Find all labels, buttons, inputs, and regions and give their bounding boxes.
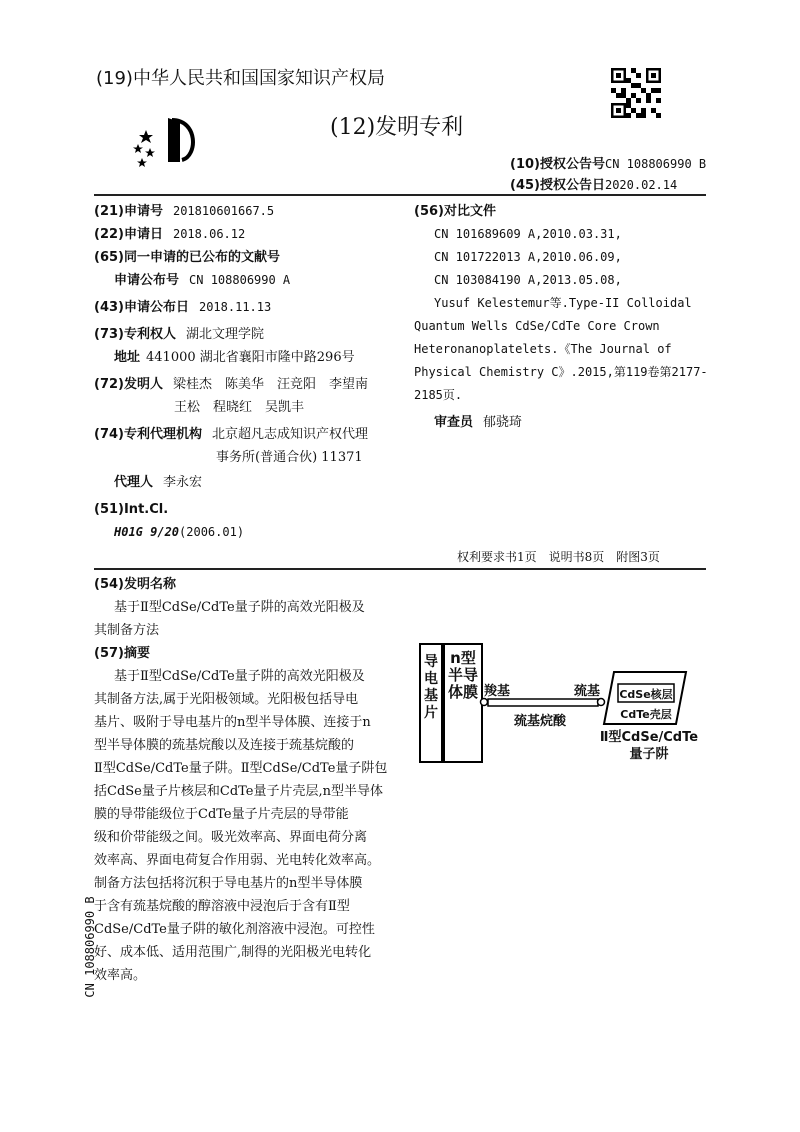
publication-number: CN 108806990 A	[189, 273, 291, 287]
invention-title-line1: 基于Ⅱ型CdSe/CdTe量子阱的高效光阳极及	[114, 600, 365, 615]
agency-line2: 事务所(普通合伙) 11371	[216, 450, 363, 465]
abstract-line: 括CdSe量子片核层和CdTe量子片壳层,n型半导体	[94, 784, 383, 799]
grant-number: CN 108806990 B	[604, 157, 707, 171]
grant-date-label: (45)授权公告日	[510, 178, 605, 193]
app-number: 201810601667.5	[172, 204, 275, 218]
reference-4-line5: 2185页.	[414, 388, 463, 402]
carboxyl-node	[481, 699, 488, 706]
examiner: 郁骁琦	[483, 415, 523, 430]
publication-number-label: 申请公布号	[114, 273, 180, 288]
semiconductor-label: n型半导体膜	[448, 649, 479, 701]
section-divider	[94, 568, 706, 570]
invention-title-label: (54)发明名称	[94, 577, 176, 592]
abstract-line: 效率高。	[94, 968, 147, 983]
abstract-line: 制备方法包括将沉积于导电基片的n型半导体膜	[94, 876, 363, 891]
agency-label: (74)专利代理机构	[94, 427, 202, 442]
office-name: (19)中华人民共和国国家知识产权局	[96, 68, 385, 89]
address-label: 地址	[114, 350, 141, 365]
intcl-label: (51)Int.Cl.	[94, 502, 169, 517]
app-number-label: (21)申请号	[94, 204, 163, 219]
abstract-line: 膜的导带能级位于CdTe量子片壳层的导带能	[94, 807, 349, 822]
abstract-line: Ⅱ型CdSe/CdTe量子阱。Ⅱ型CdSe/CdTe量子阱包	[94, 761, 388, 776]
abstract-line: 基片、吸附于导电基片的n型半导体膜、连接于n	[94, 715, 371, 730]
inventors-label: (72)发明人	[94, 377, 163, 392]
reference-3: CN 103084190 A,2013.05.08,	[434, 273, 622, 287]
abstract-line: 效率高、界面电荷复合作用弱、光电转化效率高。	[94, 853, 381, 868]
intcl-version: (2006.01)	[179, 525, 245, 539]
title-abstract	[94, 573, 399, 987]
quantum-well-label-line2: 量子阱	[629, 747, 669, 762]
mercapto-acid-label: 巯基烷酸	[514, 714, 567, 729]
app-date-label: (22)申请日	[94, 227, 163, 242]
inventors-line1: 梁桂杰 陈美华 汪竞阳 李望南	[172, 377, 368, 392]
photoanode-diagram	[418, 640, 708, 770]
bibliographic-left	[94, 200, 414, 544]
qr-code	[611, 68, 661, 118]
abstract-line: 于含有巯基烷酸的醇溶液中浸泡后于含有Ⅱ型	[94, 899, 350, 914]
grant-date-row	[510, 174, 677, 193]
grant-number-row	[510, 153, 706, 172]
abstract-line: CdSe/CdTe量子阱的敏化剂溶液中浸泡。可控性	[94, 922, 375, 937]
side-patent-number: CN 108806990 B	[83, 896, 97, 998]
abstract-line: 其制备方法,属于光阳极领域。光阳极包括导电	[94, 692, 359, 707]
patentee-label: (73)专利权人	[94, 327, 176, 342]
examiner-label: 审查员	[434, 415, 474, 430]
cnipa-emblem	[128, 110, 198, 170]
abstract-line: 级和价带能级之间。吸光效率高、界面电荷分离	[94, 830, 368, 845]
thiol-node	[598, 699, 605, 706]
shell-label: CdTe壳层	[620, 708, 672, 721]
agent-label: 代理人	[114, 475, 154, 490]
reference-1: CN 101689609 A,2010.03.31,	[434, 227, 622, 241]
core-label: CdSe核层	[619, 688, 673, 701]
prior-publication-label: (65)同一申请的已公布的文献号	[94, 250, 280, 265]
patentee: 湖北文理学院	[185, 327, 264, 342]
thiol-label: 巯基	[574, 684, 601, 699]
reference-2: CN 101722013 A,2010.06.09,	[434, 250, 622, 264]
address: 441000 湖北省襄阳市隆中路296号	[146, 350, 355, 365]
page-counts: 权利要求书1页 说明书8页 附图3页	[457, 550, 660, 564]
abstract-line: 型半导体膜的巯基烷酸以及连接于巯基烷酸的	[94, 738, 355, 753]
document-type: (12)发明专利	[330, 115, 464, 140]
inventors-line2: 王松 程晓红 吴凯丰	[174, 400, 305, 415]
publication-date-label: (43)申请公布日	[94, 300, 189, 315]
intcl-code: H01G 9/20	[114, 525, 180, 539]
reference-4-line4: Physical Chemistry C》.2015,第119卷第2177-	[414, 365, 708, 379]
agency-line1: 北京超凡志成知识产权代理	[211, 427, 368, 442]
grant-date: 2020.02.14	[604, 178, 678, 192]
substrate-label: 导电基片	[424, 654, 438, 721]
reference-4-line2: Quantum Wells CdSe/CdTe Core Crown	[414, 319, 660, 333]
carboxyl-label: 羧基	[484, 684, 511, 699]
app-date: 2018.06.12	[172, 227, 246, 241]
abstract-line: 基于Ⅱ型CdSe/CdTe量子阱的高效光阳极及	[114, 669, 365, 684]
reference-4-line3: Heteronanoplatelets.《The Journal of	[414, 342, 672, 356]
reference-4-line1: Yusuf Kelestemur等.Type-II Colloidal	[434, 296, 692, 310]
cited-references-label: (56)对比文件	[414, 204, 496, 219]
abstract-line: 好、成本低、适用范围广,制得的光阳极光电转化	[94, 945, 372, 960]
mercapto-chain	[488, 699, 598, 706]
quantum-well-label-line1: Ⅱ型CdSe/CdTe	[599, 730, 699, 745]
header-divider	[94, 194, 706, 196]
agent: 李永宏	[163, 475, 203, 490]
publication-date: 2018.11.13	[198, 300, 272, 314]
invention-title-line2: 其制备方法	[94, 623, 160, 638]
grant-number-label: (10)授权公告号	[510, 157, 605, 172]
bibliographic-right	[414, 200, 714, 434]
abstract-label: (57)摘要	[94, 646, 150, 661]
